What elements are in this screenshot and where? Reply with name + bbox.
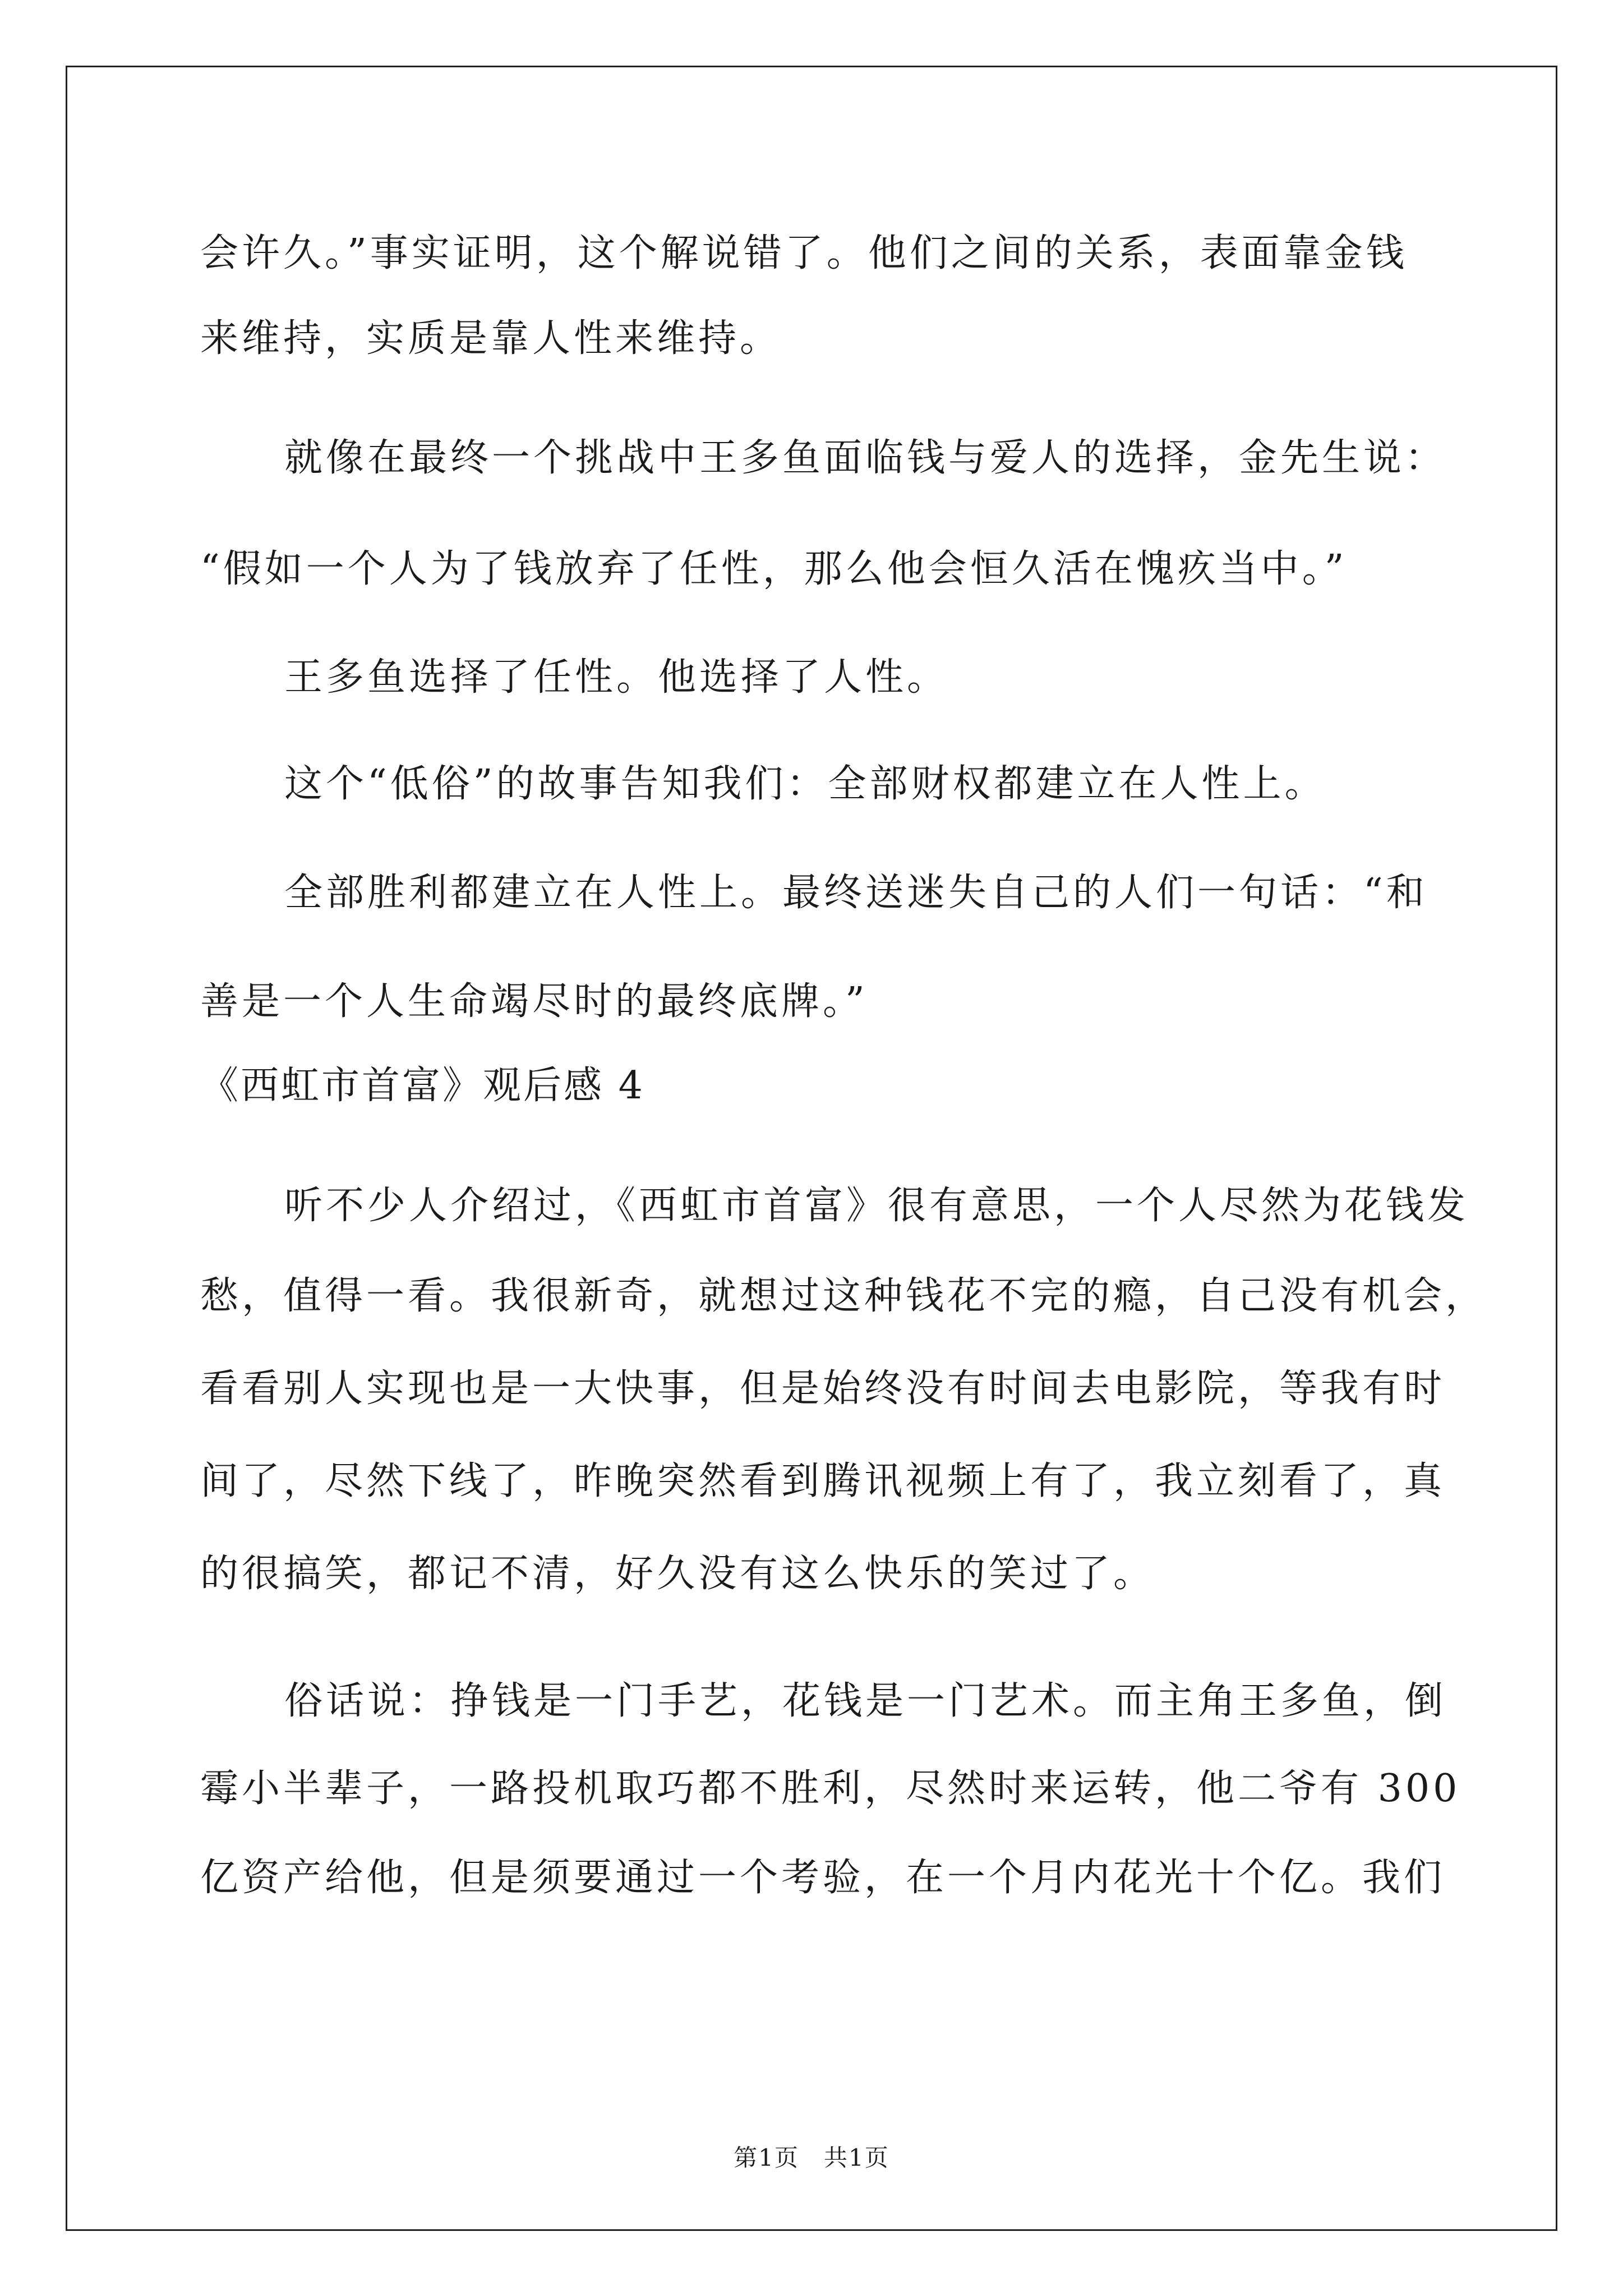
text-line: 愁，值得一看。我很新奇，就想过这种钱花不完的瘾，自己没有机会， [200,1274,1487,1318]
page-footer: 第1页 共1页 [734,2144,889,2171]
text-line: 善是一个人生命竭尽时的最终底牌。” [200,979,868,1024]
paragraph-start: 这个“低俗”的故事告知我们：全部财权都建立在人性上。 [284,762,1326,806]
text-line: 的很搞笑，都记不清，好久没有这么快乐的笑过了。 [200,1552,1155,1596]
section-heading: 《西虹市首富》观后感 4 [200,1064,645,1108]
text-line: 霉小半辈子，一路投机取巧都不胜利，尽然时来运转，他二爷有 300 [200,1766,1461,1811]
text-line: 亿资产给他，但是须要通过一个考验，在一个月内花光十个亿。我们 [200,1856,1446,1900]
text-line: 看看别人实现也是一大快事，但是始终没有时间去电影院，等我有时 [200,1366,1446,1411]
text-line: 间了，尽然下线了，昨晚突然看到腾讯视频上有了，我立刻看了，真 [200,1459,1446,1503]
paragraph-start: 就像在最终一个挑战中王多鱼面临钱与爱人的选择，金先生说： [284,436,1447,480]
text-line: 来维持，实质是靠人性来维持。 [200,316,782,361]
paragraph-start: 听不少人介绍过，《西虹市首富》很有意思，一个人尽然为花钱发 [284,1184,1469,1228]
page-border [66,66,1557,2231]
text-line: 会许久。”事实证明，这个解说错了。他们之间的关系，表面靠金钱 [200,231,1408,275]
paragraph-start: 俗话说：挣钱是一门手艺，花钱是一门艺术。而主角王多鱼，倒 [284,1679,1447,1723]
paragraph-start: 全部胜利都建立在人性上。最终送迷失自己的人们一句话：“和 [284,871,1428,915]
text-line: “假如一个人为了钱放弃了任性，那么他会恒久活在愧疚当中。” [200,547,1348,591]
paragraph-start: 王多鱼选择了任性。他选择了人性。 [284,655,949,700]
